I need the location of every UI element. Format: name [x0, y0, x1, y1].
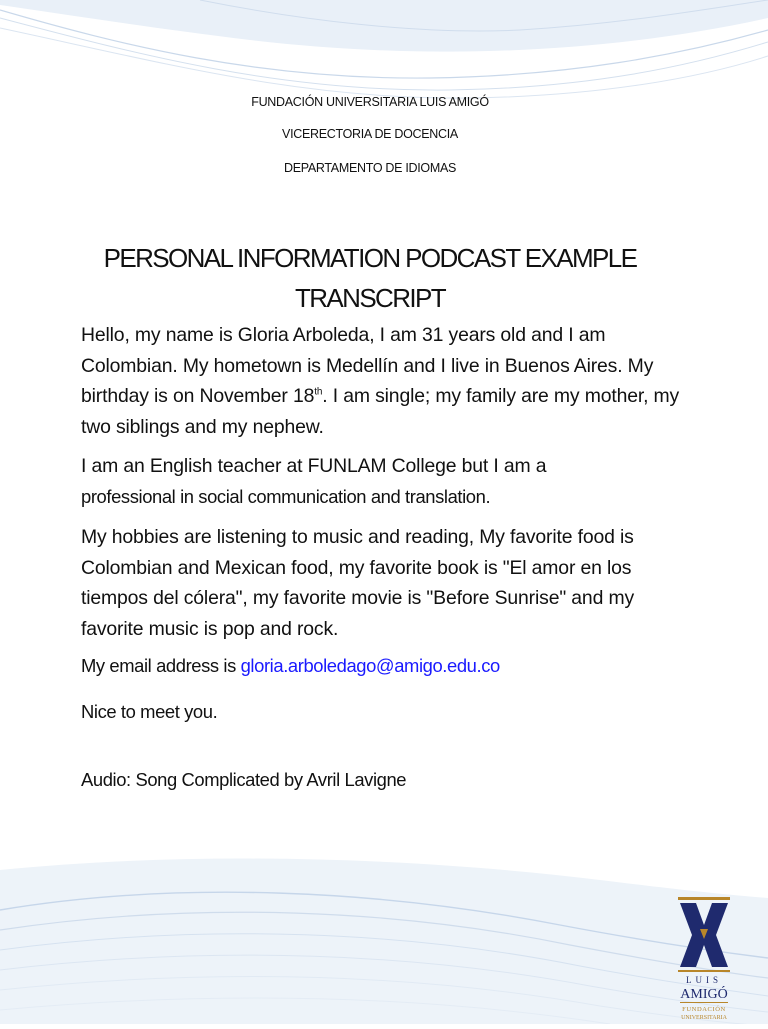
hobbies-paragraph: My hobbies are listening to music and reading, My favorite food is Colombian and Mexican food, my favorite book is "El amor en los tiempos del cólera", my favorite movie is "Before Sunrise" and my favorite music is pop and rock. [81, 526, 634, 640]
title-line-1: PERSONAL INFORMATION PODCAST EXAMPLE [103, 243, 637, 273]
logo-text-luis: LUIS [686, 975, 722, 985]
ordinal-suffix: th [314, 386, 323, 398]
document-title [40, 238, 700, 318]
office-name: VICERECTORIA DE DOCENCIA [282, 127, 458, 141]
occupation-paragraph [81, 451, 681, 512]
intro-text: Hello, my name is Gloria Arboleda, I am 31 years old and I am Colombian. My hometown is Medellín and I live in Buenos Aires. My birthday is on November 18 [81, 324, 654, 407]
logo-text-universitaria: UNIVERSITARIA [681, 1015, 727, 1021]
intro-paragraph [81, 320, 681, 442]
title-line-2: TRANSCRIPT [294, 283, 446, 313]
intro-text-end: . I am single; my family are my mother, my two siblings and my nephew. [81, 385, 680, 438]
bottom-wave-decoration [0, 840, 768, 1024]
closing-text: Nice to meet you. [81, 701, 218, 722]
occupation-line-1: I am an English teacher at FUNLAM College but I am a [81, 455, 547, 477]
audio-note: Audio: Song Complicated by Avril Lavigne [81, 769, 407, 790]
institution-name: FUNDACIÓN UNIVERSITARIA LUIS AMIGÓ [251, 95, 489, 109]
logo-text-amigo: AMIGÓ [680, 987, 728, 1002]
logo-graphic [672, 895, 736, 1024]
department-name: DEPARTAMENTO DE IDIOMAS [283, 161, 457, 175]
luis-amigo-logo [672, 895, 736, 1024]
occupation-line-2: professional in social communication and translation. [81, 485, 491, 507]
email-label: My email address is [81, 655, 241, 676]
email-paragraph [81, 651, 681, 682]
logo-text-fundacion: FUNDACIÓN [682, 1006, 726, 1013]
email-link[interactable]: gloria.arboledago@amigo.edu.co [240, 655, 500, 676]
top-wave-decoration [0, 0, 768, 110]
